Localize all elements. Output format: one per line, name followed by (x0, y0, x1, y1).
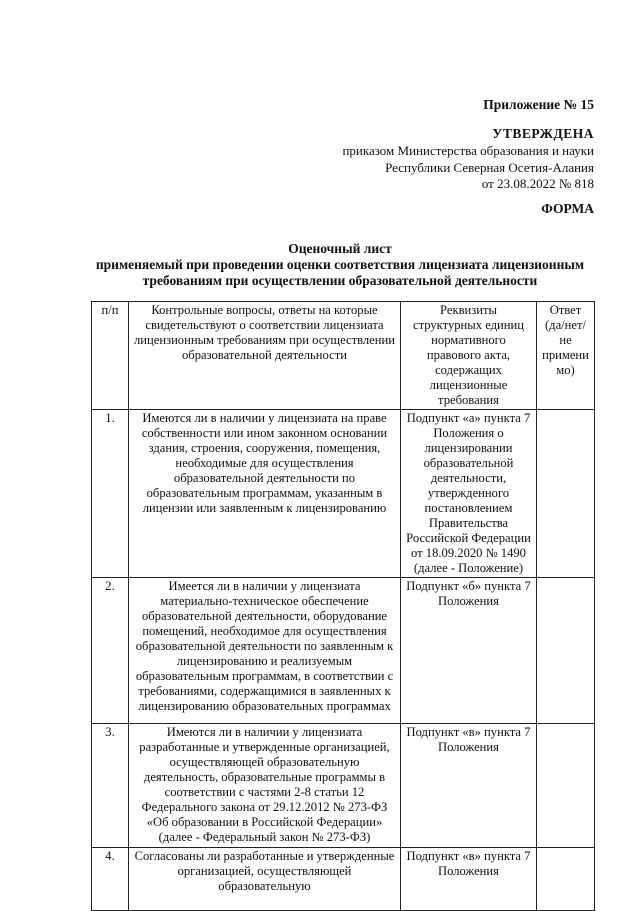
approval-order-block (342, 143, 594, 193)
row-question: Имеются ли в наличии у лицензиата на праве собственности или ином законном основании здания, строения, сооружения, помещения, необходимые для осуществления образовательной деятельности по образовательным программам, указанным в лицензии или заявленным к лицензированию (129, 410, 401, 578)
column-header-questions: Контрольные вопросы, ответы на которые свидетельствуют о соответствии лицензиата лицензионным требованиям при осуществлении образовательной деятельности (129, 302, 401, 410)
row-number: 3. (92, 724, 129, 848)
approval-stamp-label: УТВЕРЖДЕНА (492, 126, 594, 141)
table-row (92, 578, 595, 724)
row-reference: Подпункт «а» пункта 7 Положения о лицензировании образовательной деятельности, утвержденного постановлением Правительства Российской Федерации от 18.09.2020 № 1490 (далее - Положение) (401, 410, 537, 578)
row-number: 4. (92, 848, 129, 911)
row-question: Имеется ли в наличии у лицензиата материально-техническое обеспечение образовательной деятельности, оборудование помещений, необходимое для осуществления образовательной деятельности по заявленным к лицензированию и реализуемым образовательным программам, в соответствии с требованиями, содержащимися в заявленных к лицензированию образовательных программах (129, 578, 401, 724)
table-row (92, 724, 595, 848)
row-answer-cell[interactable] (537, 578, 595, 724)
assessment-table (91, 301, 595, 911)
row-number: 1. (92, 410, 129, 578)
column-header-answer: Ответ (да/нет/ не примени мо) (537, 302, 595, 410)
row-question: Согласованы ли разработанные и утвержденные организацией, осуществляющей образовательную (129, 848, 401, 911)
row-answer-cell[interactable] (537, 724, 595, 848)
column-header-references: Реквизиты структурных единиц нормативного правового акта, содержащих лицензионные требования (401, 302, 537, 410)
order-line-1: приказом Министерства образования и науки (342, 143, 594, 158)
document-subtitle-line-2: требованиям при осуществлении образовательной деятельности (142, 273, 538, 288)
order-line-2: Республики Северная Осетия-Алания (385, 159, 594, 175)
row-number: 2. (92, 578, 129, 724)
order-line-3: от 23.08.2022 № 818 (481, 176, 594, 191)
column-header-number: п/п (92, 302, 129, 410)
appendix-number: Приложение № 15 (483, 97, 594, 112)
table-row (92, 848, 595, 911)
document-subtitle-line-1: применяемый при проведении оценки соответствия лицензиата лицензионным (95, 257, 585, 272)
table-header-row (92, 302, 595, 410)
row-reference: Подпункт «в» пункта 7 Положения (401, 848, 537, 911)
row-reference: Подпункт «в» пункта 7 Положения (401, 724, 537, 848)
form-label: ФОРМА (541, 201, 594, 216)
row-answer-cell[interactable] (537, 410, 595, 578)
document-title: Оценочный лист (288, 241, 392, 256)
row-answer-cell[interactable] (537, 848, 595, 911)
row-reference: Подпункт «б» пункта 7 Положения (401, 578, 537, 724)
row-question: Имеются ли в наличии у лицензиата разработанные и утвержденные организацией, осуществляющей образовательную деятельность, образовательные программы в соответствии с частями 2-8 статьи 12 Федерального закона от 29.12.2012 № 273-ФЗ «Об образовании в Российской Федерации» (далее - Федеральный закон № 273-ФЗ) (129, 724, 401, 848)
table-row (92, 410, 595, 578)
